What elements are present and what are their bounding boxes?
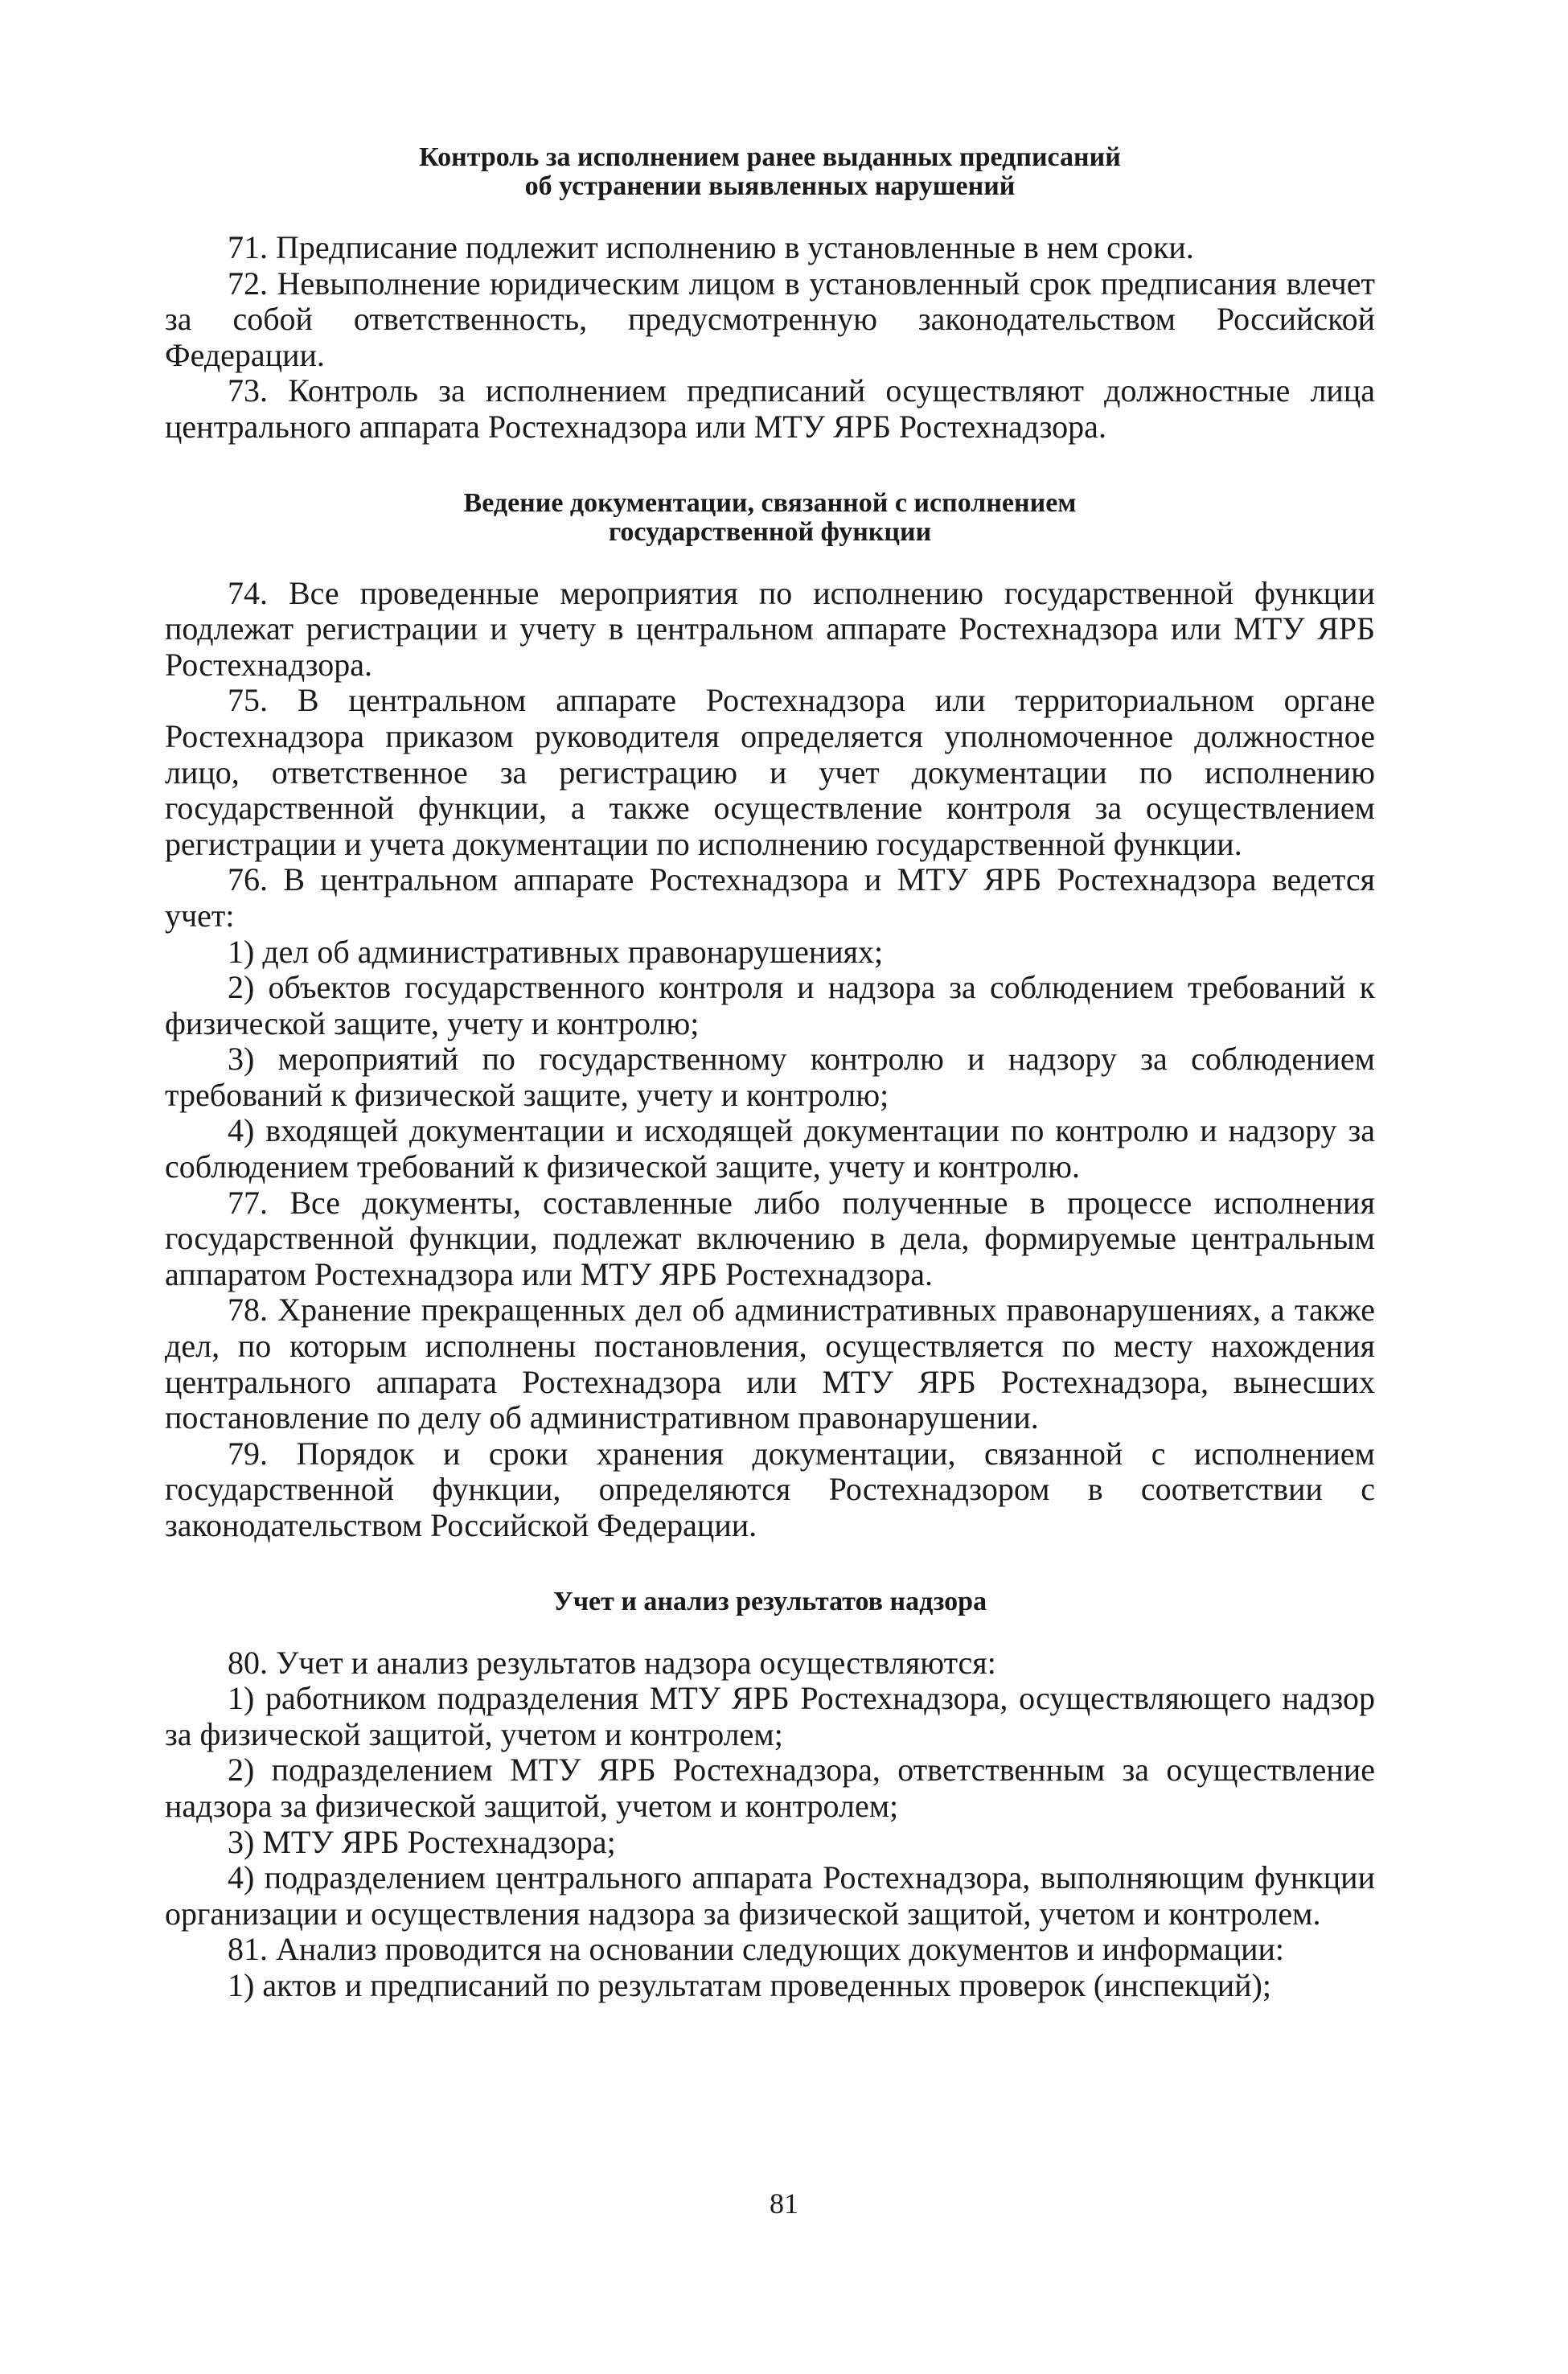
list-item-76-3: 3) мероприятий по государственному контролю и надзору за соблюдением требований к физической защите, учету и контролю; xyxy=(165,1041,1375,1113)
paragraph-81: 81. Анализ проводится на основании следующих документов и информации: xyxy=(228,1931,1285,1968)
list-item-76-4: 4) входящей документации и исходящей документации по контролю и надзору за соблюдением требований к физической защите, учету и контролю. xyxy=(165,1112,1375,1185)
paragraph-78: 78. Хранение прекращенных дел об административных правонарушениях, а также дел, по которым исполнены постановления, осуществляется по месту нахождения центрального аппарата Ростехнадзора или МТУ ЯРБ Ростехнадзора, вынесших постановление по делу об административном правонарушении. xyxy=(165,1292,1375,1436)
section-prescription-control xyxy=(165,143,1375,446)
list-item-76-2: 2) объектов государственного контроля и надзора за соблюдением требований к физической защите, учету и контролю; xyxy=(165,969,1375,1041)
paragraph-80: 80. Учет и анализ результатов надзора осуществляются: xyxy=(228,1644,996,1681)
page-number: 81 xyxy=(770,2187,798,2220)
heading-line: государственной функции xyxy=(608,516,932,547)
paragraph-71: 71. Предписание подлежит исполнению в установленные в нем сроки. xyxy=(228,229,1194,265)
list-item-80-2: 2) подразделением МТУ ЯРБ Ростехнадзора, ответственным за осуществление надзора за физической защитой, учетом и контролем; xyxy=(165,1752,1375,1824)
heading-line: Учет и анализ результатов надзора xyxy=(552,1586,987,1616)
paragraph-72: 72. Невыполнение юридическим лицом в установленный срок предписания влечет за собой ответственность, предусмотренную законодательством Российской Федерации. xyxy=(165,265,1375,373)
section-body xyxy=(165,230,1375,446)
list-item-80-1: 1) работником подразделения МТУ ЯРБ Ростехнадзора, осуществляющего надзор за физической защитой, учетом и контролем; xyxy=(165,1680,1375,1752)
list-item-81-1: 1) актов и предписаний по результатам проведенных проверок (инспекций); xyxy=(228,1966,1271,2003)
list-item-80-3: 3) МТУ ЯРБ Ростехнадзора; xyxy=(228,1823,616,1860)
paragraph-74: 74. Все проведенные мероприятия по исполнению государственной функции подлежат регистрации и учету в центральном аппарате Ростехнадзора или МТУ ЯРБ Ростехнадзора. xyxy=(165,574,1375,683)
heading-line: об устранении выявленных нарушений xyxy=(524,171,1016,201)
paragraph-73: 73. Контроль за исполнением предписаний осуществляют должностные лица центрального аппарата Ростехнадзора или МТУ ЯРБ Ростехнадзора. xyxy=(165,372,1375,445)
paragraph-76: 76. В центральном аппарате Ростехнадзора и МТУ ЯРБ Ростехнадзора ведется учет: xyxy=(165,861,1375,934)
section-heading xyxy=(165,1587,1375,1616)
section-heading xyxy=(165,143,1375,201)
list-item-80-4: 4) подразделением центрального аппарата Ростехнадзора, выполняющим функции организации и осуществления надзора за физической защитой, учетом и контролем. xyxy=(165,1859,1375,1932)
paragraph-79: 79. Порядок и сроки хранения документации, связанной с исполнением государственной функции, определяются Ростехнадзором в соответствии с законодательством Российской Федерации. xyxy=(165,1435,1375,1543)
section-documentation xyxy=(165,489,1375,1544)
section-body xyxy=(165,576,1375,1544)
paragraph-77: 77. Все документы, составленные либо полученные в процессе исполнения государственной функции, подлежат включению в дела, формируемые центральным аппаратом Ростехнадзора или МТУ ЯРБ Ростехнадзора. xyxy=(165,1184,1375,1292)
section-supervision-analysis xyxy=(165,1587,1375,2004)
paragraph-75: 75. В центральном аппарате Ростехнадзора или территориальном органе Ростехнадзора приказом руководителя определяется уполномоченное должностное лицо, ответственное за регистрацию и учет документации по исполнению государственной функции, а также осуществление контроля за осуществлением регистрации и учета документации по исполнению государственной функции. xyxy=(165,682,1375,862)
section-body xyxy=(165,1645,1375,2004)
heading-line: Ведение документации, связанной с исполнением xyxy=(463,487,1077,518)
list-item-76-1: 1) дел об административных правонарушениях; xyxy=(228,933,884,970)
document-page xyxy=(165,143,1375,2004)
heading-line: Контроль за исполнением ранее выданных предписаний xyxy=(419,142,1121,172)
section-heading xyxy=(165,489,1375,547)
